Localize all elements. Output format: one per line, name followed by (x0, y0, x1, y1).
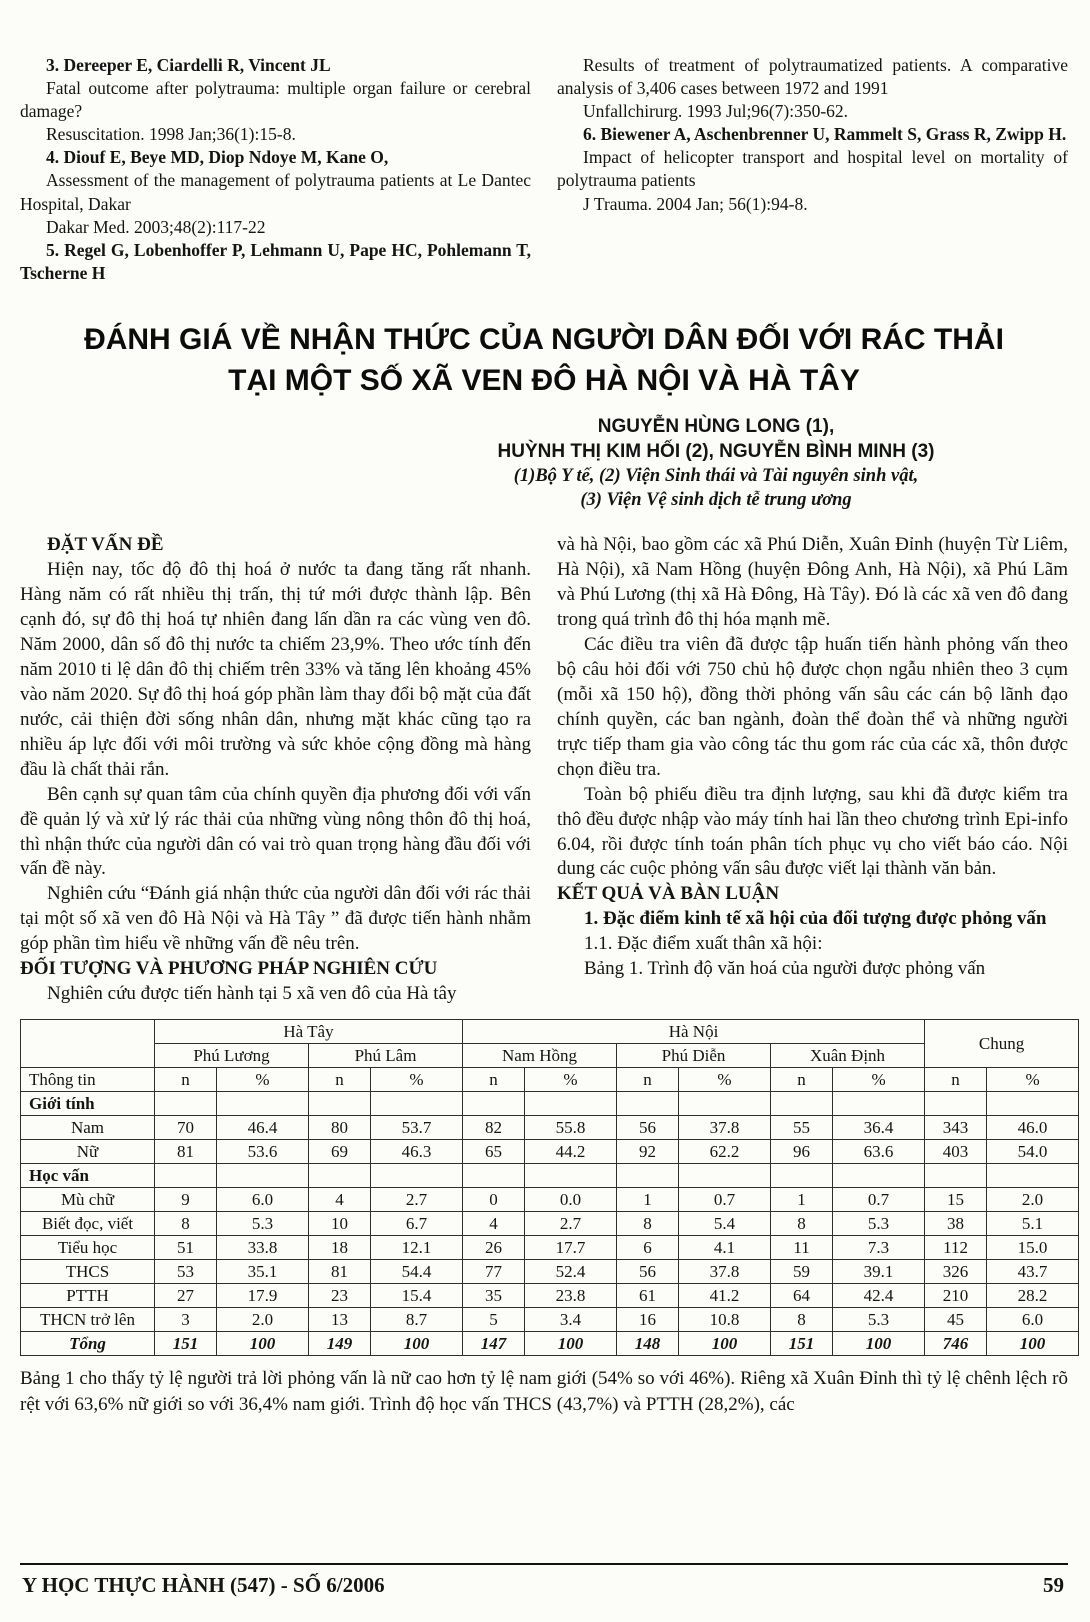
table-cell: 326 (925, 1260, 987, 1284)
table-cell: 100 (679, 1332, 771, 1356)
table-cell: 2.7 (371, 1188, 463, 1212)
row-label: PTTH (21, 1284, 155, 1308)
section-heading: ĐẶT VẤN ĐỀ (47, 533, 164, 555)
table-cell: 2.0 (217, 1308, 309, 1332)
reference-line: J Trauma. 2004 Jan; 56(1):94-8. (583, 193, 808, 214)
table-cell (617, 1164, 679, 1188)
table-cell: 5.1 (987, 1212, 1079, 1236)
article-title-line2: TẠI MỘT SỐ XÃ VEN ĐÔ HÀ NỘI VÀ HÀ TÂY (228, 364, 860, 398)
row-label: Biết đọc, viết (21, 1212, 155, 1236)
table-cell (833, 1164, 925, 1188)
page-number: 59 (1043, 1573, 1064, 1597)
table-row (21, 1236, 1079, 1260)
table-cell: 17.7 (525, 1236, 617, 1260)
table-cell (155, 1164, 217, 1188)
header-n: n (309, 1068, 371, 1092)
table-cell (217, 1092, 309, 1116)
table-cell: 100 (987, 1332, 1079, 1356)
table-cell: 54.4 (371, 1260, 463, 1284)
row-label: Nữ (21, 1140, 155, 1164)
table-cell: 100 (217, 1332, 309, 1356)
table-cell: 23 (309, 1284, 371, 1308)
table-cell: 3 (155, 1308, 217, 1332)
reference-line: Dakar Med. 2003;48(2):117-22 (46, 216, 266, 237)
header-group-hanoi: Hà Nội (463, 1020, 925, 1044)
section-heading: KẾT QUẢ VÀ BÀN LUẬN (557, 883, 780, 905)
table-cell: 61 (617, 1284, 679, 1308)
table-cell: 39.1 (833, 1260, 925, 1284)
header-commune: Phú Lâm (309, 1044, 463, 1068)
table-cell: 343 (925, 1116, 987, 1140)
author-line: HUỲNH THỊ KIM HỐI (2), NGUYỄN BÌNH MINH (3) (497, 440, 935, 462)
table-cell: 112 (925, 1236, 987, 1260)
table-cell: 28.2 (987, 1284, 1079, 1308)
table-cell: 0.0 (525, 1188, 617, 1212)
header-pct: % (525, 1068, 617, 1092)
row-label: THCN trở lên (21, 1308, 155, 1332)
table-cell: 0 (463, 1188, 525, 1212)
table-cell (925, 1092, 987, 1116)
body-paragraph: Toàn bộ phiếu điều tra định lượng, sau khi đã được kiểm tra thô đều được nhập vào máy tính hai lần theo chương trình Epi-info 6.04, rồi được tính toán phân tích phục vụ cho viết báo cáo. Nội dung các cuộc phỏng vấn sâu được viết lại thành văn bản. (557, 783, 1068, 880)
authors-block (416, 414, 1016, 513)
table-cell: 8 (155, 1212, 217, 1236)
table-row (21, 1188, 1079, 1212)
table-cell: 12.1 (371, 1236, 463, 1260)
table-row (21, 1284, 1079, 1308)
row-label: Tiểu học (21, 1236, 155, 1260)
reference-line: 6. Biewener A, Aschenbrenner U, Rammelt S, Grass R, Zwipp H. (583, 124, 1067, 145)
table-cell: 403 (925, 1140, 987, 1164)
table-cell: 63.6 (833, 1140, 925, 1164)
table-cell: 9 (155, 1188, 217, 1212)
table-cell: 0.7 (679, 1188, 771, 1212)
reference-line: Impact of helicopter transport and hospital level on mortality of polytrauma patients (557, 147, 1068, 191)
table-caption: Bảng 1. Trình độ văn hoá của người được phỏng vấn (584, 958, 986, 980)
table-cell: 8 (771, 1212, 833, 1236)
header-n: n (771, 1068, 833, 1092)
table-cell: 2.7 (525, 1212, 617, 1236)
table-cell: 4.1 (679, 1236, 771, 1260)
table-cell: 42.4 (833, 1284, 925, 1308)
table-row (21, 1140, 1079, 1164)
table-cell: 59 (771, 1260, 833, 1284)
article-body (20, 533, 1068, 1008)
table-cell: 52.4 (525, 1260, 617, 1284)
table-cell: 5 (463, 1308, 525, 1332)
section-heading: ĐỐI TƯỢNG VÀ PHƯƠNG PHÁP NGHIÊN CỨU (20, 958, 438, 980)
table-cell: 55.8 (525, 1116, 617, 1140)
table-cell: 64 (771, 1284, 833, 1308)
table-cell (987, 1092, 1079, 1116)
table-cell: 1 (617, 1188, 679, 1212)
table-cell: 43.7 (987, 1260, 1079, 1284)
table-cell (525, 1092, 617, 1116)
table-cell: 5.3 (833, 1308, 925, 1332)
table-cell: 82 (463, 1116, 525, 1140)
table-cell: 69 (309, 1140, 371, 1164)
table-cell: 55 (771, 1116, 833, 1140)
row-label: THCS (21, 1260, 155, 1284)
table-cell: 0.7 (833, 1188, 925, 1212)
table-cell (771, 1092, 833, 1116)
row-label: Giới tính (21, 1092, 155, 1116)
table-cell: 6.7 (371, 1212, 463, 1236)
table-cell: 3.4 (525, 1308, 617, 1332)
table-row (21, 1332, 1079, 1356)
table-cell: 13 (309, 1308, 371, 1332)
table-row (21, 1164, 1079, 1188)
table-cell: 35.1 (217, 1260, 309, 1284)
table-cell: 6.0 (987, 1308, 1079, 1332)
table-cell: 11 (771, 1236, 833, 1260)
row-label: Học vấn (21, 1164, 155, 1188)
table-cell: 54.0 (987, 1140, 1079, 1164)
body-paragraph: Hiện nay, tốc độ đô thị hoá ở nước ta đang tăng rất nhanh. Hàng năm có rất nhiều thị trấn, thị tứ mới được thành lập. Bên cạnh đó, sự đô thị hoá tự nhiên đang lấn dần ra các vùng ven đô. Năm 2000, dân số đô thị nước ta chiếm 23,9%. Theo ước tính đến năm 2010 ti lệ dân đô thị chiếm trên 33% và tăng lên khoảng 45% vào năm 2020. Sự đô thị hoá góp phần làm thay đổi bộ mặt của đất nước, cải thiện đời sống nhân dân, nhưng mặt khác cũng tạo ra nhiều áp lực đối với môi trường và sức khỏe cộng đồng mà hàng đầu là chất thải rắn. (20, 558, 531, 780)
table-cell: 92 (617, 1140, 679, 1164)
table-cell: 15.0 (987, 1236, 1079, 1260)
table-cell: 5.3 (217, 1212, 309, 1236)
header-pct: % (987, 1068, 1079, 1092)
header-pct: % (833, 1068, 925, 1092)
table-cell: 15.4 (371, 1284, 463, 1308)
body-paragraph: Bên cạnh sự quan tâm của chính quyền địa phương đối với vấn đề quản lý và xử lý rác thải của những vùng nông thôn đô thị hoá, thì nhận thức của người dân có vai trò quan trọng hàng đầu đối với vấn đề này. (20, 783, 531, 880)
body-left-column (20, 533, 531, 1008)
table-cell: 33.8 (217, 1236, 309, 1260)
journal-name: Y HỌC THỰC HÀNH (547) - SỐ 6/2006 (22, 1573, 385, 1597)
subsection-heading: 1. Đặc điểm kinh tế xã hội của đối tượng được phỏng vấn (584, 908, 1047, 930)
table-cell: 81 (309, 1260, 371, 1284)
table-cell: 80 (309, 1116, 371, 1140)
table-cell (155, 1092, 217, 1116)
row-label: Tổng (21, 1332, 155, 1356)
reference-line: Results of treatment of polytraumatized patients. A comparative analysis of 3,406 cases between 1972 and 1991 (557, 55, 1068, 99)
table-cell: 56 (617, 1116, 679, 1140)
affiliation-line: (3) Viện Vệ sinh dịch tễ trung ương (580, 490, 852, 511)
table-cell (309, 1164, 371, 1188)
table-cell: 210 (925, 1284, 987, 1308)
header-commune: Xuân Định (771, 1044, 925, 1068)
table-cell: 148 (617, 1332, 679, 1356)
article-title-line1: ĐÁNH GIÁ VỀ NHẬN THỨC CỦA NGƯỜI DÂN ĐỐI VỚI RÁC THẢI (84, 322, 1004, 356)
header-n: n (925, 1068, 987, 1092)
header-group-hatay: Hà Tây (155, 1020, 463, 1044)
table-cell: 6.0 (217, 1188, 309, 1212)
table-cell: 4 (463, 1212, 525, 1236)
table-cell (771, 1164, 833, 1188)
header-spacer-cell (21, 1020, 155, 1068)
reference-line: 4. Diouf E, Beye MD, Diop Ndoye M, Kane O, (46, 147, 389, 168)
table-cell: 4 (309, 1188, 371, 1212)
table-header-row-measures (21, 1068, 1079, 1092)
table-cell: 8.7 (371, 1308, 463, 1332)
references-right-column (557, 54, 1068, 285)
table-cell: 151 (155, 1332, 217, 1356)
table-cell: 35 (463, 1284, 525, 1308)
table-cell (679, 1092, 771, 1116)
reference-line: 5. Regel G, Lobenhoffer P, Lehmann U, Pape HC, Pohlemann T, Tscherne H (20, 239, 531, 283)
table-cell: 16 (617, 1308, 679, 1332)
table-cell: 2.0 (987, 1188, 1079, 1212)
article-title (30, 319, 1058, 402)
table-cell: 77 (463, 1260, 525, 1284)
table-cell: 36.4 (833, 1116, 925, 1140)
table-cell: 746 (925, 1332, 987, 1356)
table-cell (463, 1164, 525, 1188)
header-commune: Phú Lương (155, 1044, 309, 1068)
table-cell (309, 1092, 371, 1116)
table-cell: 46.4 (217, 1116, 309, 1140)
table-cell: 53.7 (371, 1116, 463, 1140)
reference-line: Unfallchirurg. 1993 Jul;96(7):350-62. (583, 101, 849, 122)
table-cell: 46.0 (987, 1116, 1079, 1140)
table-cell: 8 (617, 1212, 679, 1236)
header-info: Thông tin (21, 1068, 155, 1092)
table-cell: 26 (463, 1236, 525, 1260)
table-cell: 65 (463, 1140, 525, 1164)
table-cell: 37.8 (679, 1260, 771, 1284)
row-label: Nam (21, 1116, 155, 1140)
reference-line: Fatal outcome after polytrauma: multiple organ failure or cerebral damage? (20, 78, 531, 122)
table-cell: 41.2 (679, 1284, 771, 1308)
affiliation-line: (1)Bộ Y tế, (2) Viện Sinh thái và Tài nguyên sinh vật, (513, 465, 919, 486)
header-n: n (617, 1068, 679, 1092)
header-pct: % (679, 1068, 771, 1092)
table-cell (925, 1164, 987, 1188)
table-cell (679, 1164, 771, 1188)
reference-line: Assessment of the management of polytrauma patients at Le Dantec Hospital, Dakar (20, 170, 531, 214)
table-cell: 62.2 (679, 1140, 771, 1164)
table-row (21, 1212, 1079, 1236)
table-cell: 18 (309, 1236, 371, 1260)
row-label: Mù chữ (21, 1188, 155, 1212)
table-cell: 53 (155, 1260, 217, 1284)
table-cell: 56 (617, 1260, 679, 1284)
table-cell: 46.3 (371, 1140, 463, 1164)
header-commune: Nam Hồng (463, 1044, 617, 1068)
page-footer (20, 1563, 1068, 1598)
body-right-column (557, 533, 1068, 1008)
table-cell: 5.3 (833, 1212, 925, 1236)
table-cell: 53.6 (217, 1140, 309, 1164)
table-cell: 17.9 (217, 1284, 309, 1308)
table-cell: 44.2 (525, 1140, 617, 1164)
table-cell (525, 1164, 617, 1188)
table-cell (463, 1092, 525, 1116)
references-left-column (20, 54, 531, 285)
header-n: n (155, 1068, 217, 1092)
table-cell (833, 1092, 925, 1116)
table-cell: 1 (771, 1188, 833, 1212)
table-cell: 45 (925, 1308, 987, 1332)
header-n: n (463, 1068, 525, 1092)
table-cell: 5.4 (679, 1212, 771, 1236)
table-header-row-communes (21, 1044, 1079, 1068)
table-cell: 149 (309, 1332, 371, 1356)
table-discussion: Bảng 1 cho thấy tỷ lệ người trả lời phỏng vấn là nữ cao hơn tỷ lệ nam giới (54% so với 46%). Riêng xã Xuân Đỉnh thì tỷ lệ chênh lệch rõ rệt với 63,6% nữ giới so với 36,4% nam giới. Trình độ học vấn THCS (43,7%) và PTTH (28,2%), các (20, 1368, 1068, 1415)
table-cell: 96 (771, 1140, 833, 1164)
table-row (21, 1092, 1079, 1116)
table-cell: 100 (525, 1332, 617, 1356)
table-cell (617, 1092, 679, 1116)
table-header (21, 1020, 1079, 1092)
body-paragraph: Nghiên cứu “Đánh giá nhận thức của người dân đối với rác thải tại một số xã ven đô Hà Nội và Hà Tây ” đã được tiến hành nhằm góp phần tìm hiểu về những vấn đề nêu trên. (20, 883, 531, 955)
header-group-chung: Chung (925, 1020, 1079, 1068)
body-paragraph: Các điều tra viên đã được tập huấn tiến hành phỏng vấn theo bộ câu hỏi đối với 750 chủ hộ được chọn ngẫu nhiên theo 3 cụm (mỗi xã 150 hộ), đồng thời phỏng vấn sâu các cán bộ lãnh đạo chính quyền, các ban ngành, đoàn thể đoàn thể và những người trực tiếp tham gia vào công tác thu gom rác của các xã, thôn được chọn điều tra. (557, 633, 1068, 780)
table-cell: 23.8 (525, 1284, 617, 1308)
table-1 (20, 1019, 1079, 1356)
table-body (21, 1092, 1079, 1356)
body-paragraph: 1.1. Đặc điểm xuất thân xã hội: (584, 933, 823, 955)
table-cell: 27 (155, 1284, 217, 1308)
table-cell (987, 1164, 1079, 1188)
table-cell (217, 1164, 309, 1188)
table-cell: 151 (771, 1332, 833, 1356)
table-cell: 70 (155, 1116, 217, 1140)
table-cell: 100 (833, 1332, 925, 1356)
table-cell: 15 (925, 1188, 987, 1212)
reference-line: 3. Dereeper E, Ciardelli R, Vincent JL (46, 55, 331, 75)
table-cell: 7.3 (833, 1236, 925, 1260)
table-cell: 51 (155, 1236, 217, 1260)
body-paragraph: và hà Nội, bao gồm các xã Phú Diễn, Xuân Đỉnh (huyện Từ Liêm, Hà Nội), xã Nam Hồng (huyện Đông Anh, Hà Nội), xã Phú Lãm và Phú Lương (thị xã Hà Đông, Hà Tây). Đó là các xã ven đô đang trong quá trình đô thị hóa mạnh mẽ. (557, 533, 1068, 630)
table-cell (371, 1164, 463, 1188)
table-cell: 100 (371, 1332, 463, 1356)
references-section (20, 54, 1068, 285)
header-commune: Phú Diễn (617, 1044, 771, 1068)
author-line: NGUYỄN HÙNG LONG (1), (597, 415, 835, 437)
table-row (21, 1260, 1079, 1284)
table-cell: 6 (617, 1236, 679, 1260)
body-paragraph: Nghiên cứu được tiến hành tại 5 xã ven đô của Hà tây (47, 983, 457, 1005)
reference-line: Resuscitation. 1998 Jan;36(1):15-8. (46, 124, 296, 145)
table-cell: 38 (925, 1212, 987, 1236)
table-row (21, 1308, 1079, 1332)
table-header-row-regions (21, 1020, 1079, 1044)
table-row (21, 1116, 1079, 1140)
table-cell: 81 (155, 1140, 217, 1164)
table-cell: 37.8 (679, 1116, 771, 1140)
table-cell: 10 (309, 1212, 371, 1236)
table-cell: 147 (463, 1332, 525, 1356)
table-cell: 8 (771, 1308, 833, 1332)
header-pct: % (217, 1068, 309, 1092)
table-cell (371, 1092, 463, 1116)
table-cell: 10.8 (679, 1308, 771, 1332)
header-pct: % (371, 1068, 463, 1092)
